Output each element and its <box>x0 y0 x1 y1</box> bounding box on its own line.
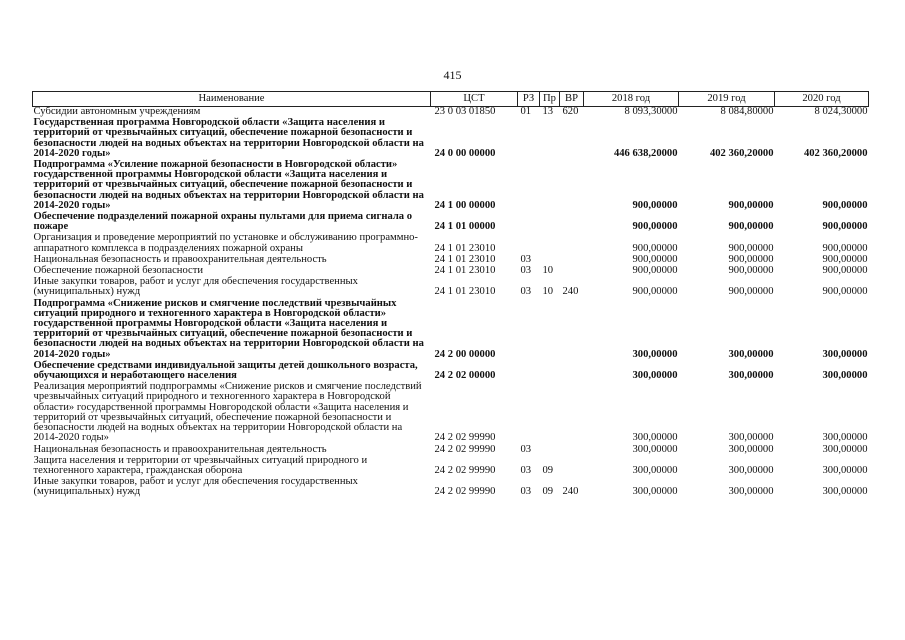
row-rz: 03 <box>520 286 532 298</box>
row-rz: 03 <box>520 443 532 455</box>
row-vr <box>560 299 584 361</box>
table-header-row <box>33 92 869 107</box>
row-pr: 13 <box>542 106 554 117</box>
row-2019: 900,00000 <box>728 221 774 233</box>
row-2020: 900,00000 <box>822 221 868 233</box>
row-2020: 300,00000 <box>822 486 868 498</box>
header-2018: 2018 год <box>584 92 679 107</box>
row-2019: 300,00000 <box>728 348 774 360</box>
row-2018: 900,00000 <box>632 265 678 277</box>
row-vr <box>560 445 584 456</box>
row-2018: 900,00000 <box>632 199 678 211</box>
row-vr <box>560 266 584 277</box>
row-name: Национальная безопасность и правоохранительная деятельность <box>33 443 327 455</box>
page-number: 415 <box>443 68 462 82</box>
row-vr <box>560 233 584 254</box>
row-2020: 8 024,30000 <box>814 106 868 117</box>
table-row <box>33 361 869 382</box>
row-2019: 300,00000 <box>728 486 774 498</box>
row-cst: 23 0 03 01850 <box>434 106 496 117</box>
row-2018: 8 093,30000 <box>624 106 678 117</box>
row-cst: 24 1 00 00000 <box>434 199 496 211</box>
row-vr: 240 <box>562 486 579 498</box>
row-2019: 900,00000 <box>728 199 774 211</box>
row-2020: 300,00000 <box>822 348 868 360</box>
row-2018: 300,00000 <box>632 432 678 444</box>
row-cst: 24 1 01 00000 <box>434 221 496 233</box>
row-cst: 24 1 01 23010 <box>434 253 496 265</box>
row-rz <box>518 233 540 254</box>
table-row <box>33 382 869 444</box>
row-2020: 900,00000 <box>822 286 868 298</box>
row-rz <box>518 382 540 444</box>
row-name: Организация и проведение мероприятий по установке и обслуживанию программно-аппаратного комплекса в подразделениях пожарной охраны <box>33 232 418 254</box>
row-cst: 24 1 01 23010 <box>434 286 496 298</box>
row-2019: 402 360,20000 <box>709 147 774 159</box>
row-name: Обеспечение средствами индивидуальной защиты детей дошкольного возраста, обучающихся и неработающего населения <box>33 359 418 382</box>
row-2018: 900,00000 <box>632 221 678 233</box>
row-pr <box>540 382 560 444</box>
row-2018: 446 638,20000 <box>613 147 678 159</box>
row-2018: 300,00000 <box>632 443 678 455</box>
row-cst: 24 2 00 00000 <box>434 348 496 360</box>
row-vr <box>560 382 584 444</box>
row-cst: 24 2 02 99990 <box>434 443 496 455</box>
row-2018: 300,00000 <box>632 370 678 382</box>
row-rz <box>518 118 540 160</box>
row-vr: 240 <box>562 286 579 298</box>
table-row <box>33 160 869 212</box>
row-name: Иные закупки товаров, работ и услуг для обеспечения государственных (муниципальных) нужд <box>33 476 358 498</box>
row-vr: 620 <box>562 106 579 117</box>
header-vr: ВР <box>560 92 584 107</box>
row-pr <box>540 212 560 233</box>
row-2020: 900,00000 <box>822 242 868 254</box>
row-2018: 300,00000 <box>632 464 678 476</box>
row-2018: 300,00000 <box>632 486 678 498</box>
row-pr <box>540 445 560 456</box>
table-row <box>33 233 869 254</box>
row-name: Защита населения и территории от чрезвычайных ситуаций природного и техногенного характера, гражданская оборона <box>33 454 368 476</box>
row-pr <box>540 160 560 212</box>
row-2020: 300,00000 <box>822 370 868 382</box>
row-2019: 8 084,80000 <box>720 106 774 117</box>
row-rz <box>518 212 540 233</box>
row-2019: 300,00000 <box>728 432 774 444</box>
row-pr <box>540 361 560 382</box>
row-rz: 01 <box>520 106 532 117</box>
row-name: Подпрограмма «Усиление пожарной безопасности в Новгородской области» государственной программы Новгородской области «Защита населения и территорий от чрезвычайных ситуаций, обеспечение пожарной безопасности и безопасности людей на водных объектах на территории Новгородской области на 2014-2020 годы» <box>33 159 424 211</box>
row-name: Государственная программа Новгородской области «Защита населения и территорий от чрезвычайных ситуаций, обеспечение пожарной безопасности и безопасности людей на водных объектах на территории Новгородской области на 2014-2020 годы» <box>33 117 424 159</box>
header-cst: ЦСТ <box>431 92 518 107</box>
row-2019: 300,00000 <box>728 464 774 476</box>
row-2019: 900,00000 <box>728 253 774 265</box>
row-2020: 300,00000 <box>822 443 868 455</box>
row-name: Реализация мероприятий подпрограммы «Снижение рисков и смягчение последствий чрезвычайных ситуаций природного и техногенного характера в Новгородской области» государственной программы Новгородской области «Защита населения и территорий от чрезвычайных ситуаций, обеспечение пожарной безопасности и безопасности людей на водных объектах на территории Новгородской области на 2014-2020 годы» <box>33 381 422 444</box>
row-vr <box>560 212 584 233</box>
row-2020: 300,00000 <box>822 432 868 444</box>
row-2018: 900,00000 <box>632 253 678 265</box>
row-cst: 24 2 02 00000 <box>434 370 496 382</box>
row-2019: 300,00000 <box>728 443 774 455</box>
row-pr: 09 <box>542 486 554 498</box>
row-pr <box>540 233 560 254</box>
row-2020: 300,00000 <box>822 464 868 476</box>
table-row <box>33 118 869 160</box>
row-name: Иные закупки товаров, работ и услуг для обеспечения государственных (муниципальных) нужд <box>33 276 358 298</box>
header-rz: РЗ <box>518 92 540 107</box>
row-cst: 24 2 02 99990 <box>434 486 496 498</box>
row-2018: 900,00000 <box>632 286 678 298</box>
row-name: Национальная безопасность и правоохранительная деятельность <box>33 253 327 265</box>
row-2020: 402 360,20000 <box>803 147 868 159</box>
row-2018: 300,00000 <box>632 348 678 360</box>
table-row <box>33 277 869 298</box>
table-row <box>33 299 869 361</box>
row-2019: 300,00000 <box>728 370 774 382</box>
row-name: Подпрограмма «Снижение рисков и смягчение последствий чрезвычайных ситуаций природного и техногенного характера в Новгородской области» государственной программы Новгородской области «Защита населения и территорий от чрезвычайных ситуаций, обеспечение пожарной безопасности и безопасности людей на водных объектах на территории Новгородской области на 2014-2020 годы» <box>33 297 424 360</box>
table-row <box>33 212 869 233</box>
budget-table <box>32 91 869 499</box>
row-rz <box>518 160 540 212</box>
row-2019: 900,00000 <box>728 286 774 298</box>
row-2020: 900,00000 <box>822 265 868 277</box>
row-name: Обеспечение пожарной безопасности <box>33 265 204 277</box>
row-rz: 03 <box>520 253 532 265</box>
header-pr: Пр <box>540 92 560 107</box>
row-vr <box>560 160 584 212</box>
row-2020: 900,00000 <box>822 199 868 211</box>
header-name: Наименование <box>33 92 431 107</box>
row-vr <box>560 118 584 160</box>
row-vr <box>560 361 584 382</box>
row-cst: 24 1 01 23010 <box>434 242 496 254</box>
table-row <box>33 456 869 477</box>
row-pr <box>540 118 560 160</box>
row-pr <box>540 299 560 361</box>
row-vr <box>560 255 584 266</box>
table-body <box>33 107 869 499</box>
header-2019: 2019 год <box>679 92 775 107</box>
row-rz <box>518 361 540 382</box>
row-2020: 900,00000 <box>822 253 868 265</box>
row-cst: 24 2 02 99990 <box>434 432 496 444</box>
row-2019: 900,00000 <box>728 242 774 254</box>
row-pr: 10 <box>542 286 554 298</box>
row-cst: 24 0 00 00000 <box>434 147 496 159</box>
table-row <box>33 477 869 498</box>
row-cst: 24 1 01 23010 <box>434 265 496 277</box>
row-rz: 03 <box>520 265 532 277</box>
row-name: Субсидии автономным учреждениям <box>33 106 201 117</box>
row-pr: 10 <box>542 265 554 277</box>
row-rz <box>518 299 540 361</box>
row-pr: 09 <box>542 464 554 476</box>
header-2020: 2020 год <box>775 92 869 107</box>
row-vr <box>560 456 584 477</box>
row-2019: 900,00000 <box>728 265 774 277</box>
row-2018: 900,00000 <box>632 242 678 254</box>
row-name: Обеспечение подразделений пожарной охраны пультами для приема сигнала о пожаре <box>33 211 413 233</box>
row-cst: 24 2 02 99990 <box>434 464 496 476</box>
row-rz: 03 <box>520 464 532 476</box>
row-rz: 03 <box>520 486 532 498</box>
